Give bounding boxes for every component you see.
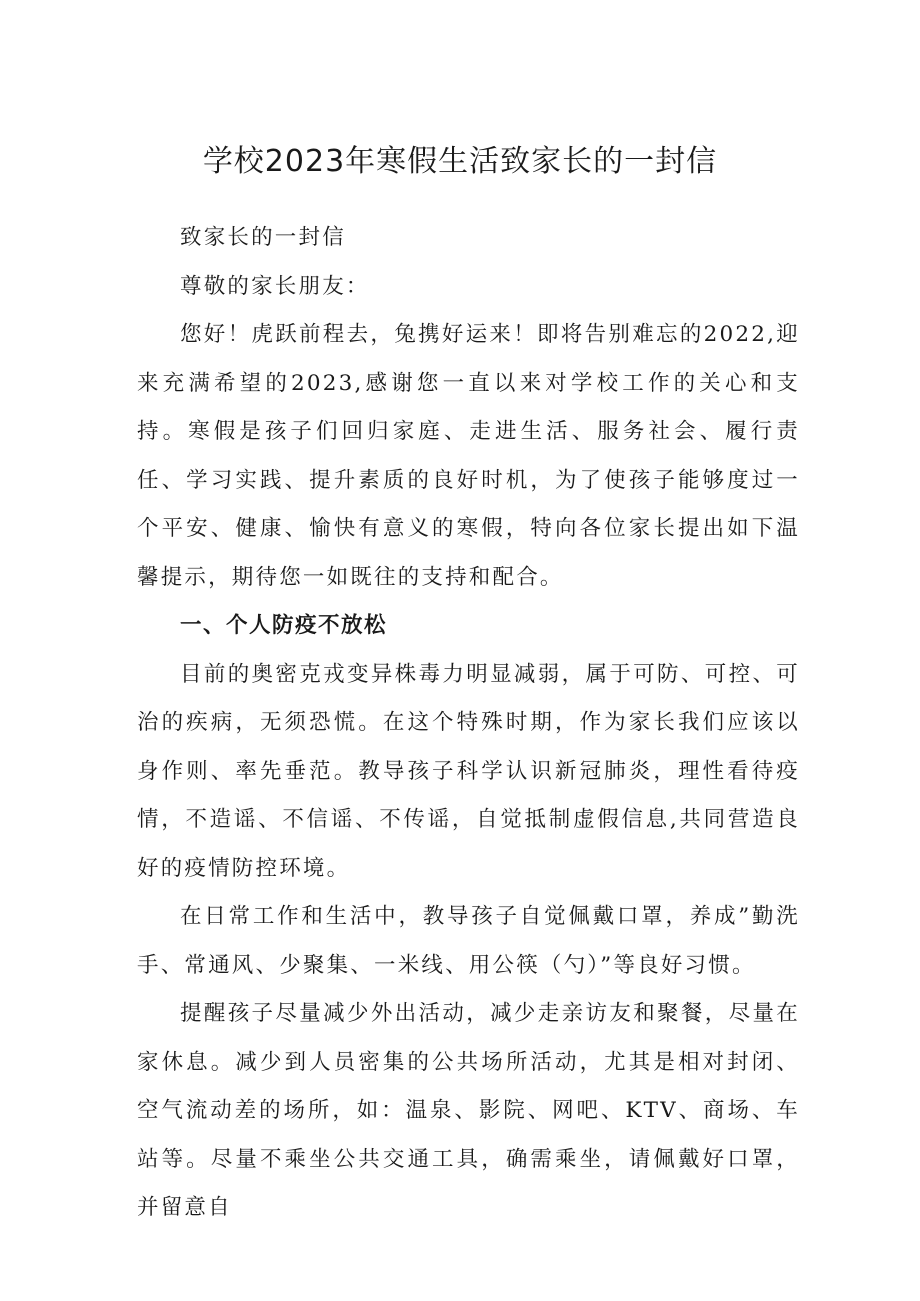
intro-paragraph: 您好！虎跃前程去，兔携好运来！即将告别难忘的2022,迎来充满希望的2023,感谢您一直以来对学校工作的关心和支持。寒假是孩子们回归家庭、走进生活、服务社会、履行责任、学习实践、提升素质的良好时机，为了使孩子能够度过一个平安、健康、愉快有意义的寒假，特向各位家长提出如下温馨提示，期待您一如既往的支持和配合。: [137, 322, 800, 590]
salutation-heading: 致家长的一封信: [180, 225, 346, 250]
body-paragraph: 目前的奥密克戎变异株毒力明显减弱，属于可防、可控、可治的疾病，无须恐慌。在这个特殊时期，作为家长我们应该以身作则、率先垂范。教导孩子科学认识新冠肺炎，理性看待疫情，不造谣、不信谣、不传谣，自觉抵制虚假信息,共同营造良好的疫情防控环境。: [137, 661, 800, 881]
body-paragraph: 在日常工作和生活中，教导孩子自觉佩戴口罩，养成”勤洗手、常通风、少聚集、一米线、用公筷（勺）”等良好习惯。: [137, 904, 800, 978]
section-heading-1: 一、个人防疫不放松: [180, 613, 388, 638]
document-title: 学校2023年寒假生活致家长的一封信: [202, 144, 718, 179]
document-body: [137, 214, 800, 1233]
body-paragraph: 提醒孩子尽量减少外出活动，减少走亲访友和聚餐，尽量在家休息。减少到人员密集的公共场所活动，尤其是相对封闭、空气流动差的场所，如：温泉、影院、网吧、KTV、商场、车站等。尽量不乘坐公共交通工具，确需乘坐，请佩戴好口罩，并留意自: [137, 1001, 800, 1220]
greeting-line: 尊敬的家长朋友：: [180, 273, 370, 299]
